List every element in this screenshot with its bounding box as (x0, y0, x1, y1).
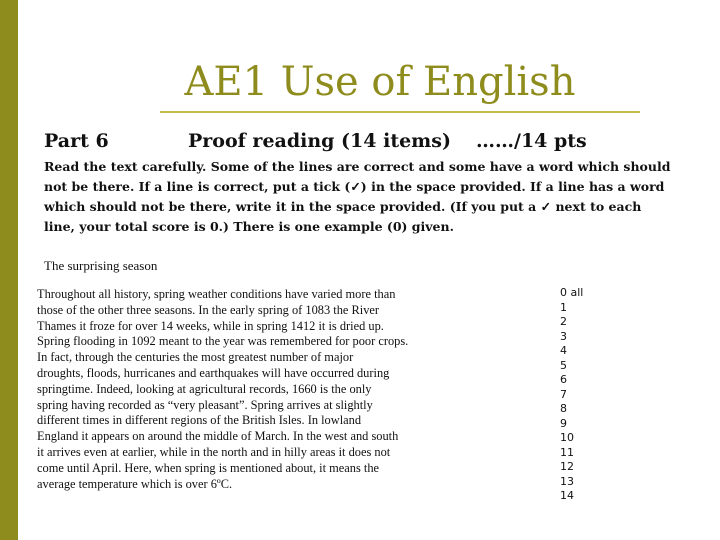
score-field: ……/14 pts (476, 130, 587, 152)
passage-line: Throughout all history, spring weather conditions have varied more than (37, 287, 396, 301)
part-title: Proof reading (14 items) (188, 130, 451, 152)
passage-title: The surprising season (44, 258, 158, 273)
passage-line: springtime. Indeed, looking at agricultural records, 1660 is the only (37, 381, 372, 396)
title-underline (160, 111, 640, 113)
passage-line: those of the other three seasons. In the early spring of 1083 the River (37, 302, 380, 317)
answer-line-number: 14 (560, 489, 574, 502)
answer-line-number: 7 (560, 387, 567, 401)
answer-line-number: 6 (560, 373, 567, 386)
answer-line-number: 4 (560, 344, 567, 357)
passage-line: it arrives even at earlier, while in the north and in hilly areas it does not (37, 444, 391, 459)
passage-line: England it appears on around the middle of March. In the west and south (37, 429, 399, 444)
passage-line: Thames it froze for over 14 weeks, while in spring 1412 it is dried up. (37, 318, 384, 333)
answer-line-number: 12 (560, 460, 574, 473)
passage-line: spring having recorded as “very pleasant”. Spring arrives at slightly (37, 397, 373, 412)
answer-line-number: 9 (560, 416, 567, 430)
answer-column (560, 286, 640, 504)
answer-line-number: 0 all (560, 286, 584, 299)
slide-title: AE1 Use of English (184, 59, 576, 105)
passage-line: come until April. Here, when spring is mentioned about, it means the (37, 460, 380, 475)
answer-line-number: 2 (560, 315, 567, 328)
answer-line-number: 8 (560, 402, 567, 415)
passage-line: In fact, through the centuries the most greatest number of major (37, 350, 354, 365)
answer-line-number: 11 (560, 445, 574, 459)
passage-line: Spring flooding in 1092 meant to the year was remembered for poor crops. (37, 334, 409, 349)
part-label: Part 6 (44, 130, 109, 152)
answer-line-number: 5 (560, 358, 567, 372)
side-accent-bar (0, 0, 18, 540)
part-header (0, 130, 720, 160)
passage-line: different times in different regions of the British Isles. In lowland (37, 413, 362, 428)
passage-line: average temperature which is over 6ºC. (37, 476, 233, 491)
answer-line-number: 1 (560, 300, 567, 314)
answer-line-number: 10 (560, 431, 574, 444)
passage-text (37, 287, 507, 492)
passage-line: droughts, floods, hurricanes and earthquakes will have occurred during (37, 365, 390, 380)
instructions-text: Read the text carefully. Some of the lines are correct and some have a word which should not be there. If a line is correct, put a tick (✓) in the space provided. If a line has a word which should not be there, write it in the space provided. (If you put a ✓ next to each line, your total score is 0.) There is one example (0) given. (44, 159, 671, 234)
answer-line-number: 3 (560, 329, 567, 343)
answer-line-number: 13 (560, 474, 574, 488)
